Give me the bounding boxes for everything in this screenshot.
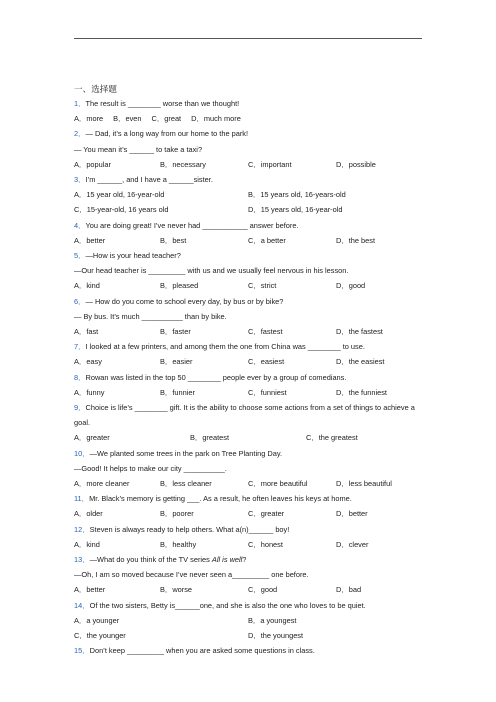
question-2-options (74, 157, 424, 172)
question-text: Mr. Black’s memory is getting ___. As a result, he often leaves his keys at home. (89, 494, 352, 504)
question-13-options (74, 582, 424, 597)
question-14-stem (74, 598, 424, 613)
question-text: —We planted some trees in the park on Tree Planting Day. (89, 448, 283, 458)
question-text: Rowan was listed in the top 50 ________ people ever by a group of comedians. (85, 372, 347, 382)
option-a[interactable]: A．older (74, 509, 103, 519)
question-text: Steven is always ready to help others. What a(n)______ boy! (89, 524, 290, 534)
option-d[interactable]: D．less beautiful (336, 478, 392, 488)
question-number: 15． (74, 646, 90, 656)
question-9-options (74, 430, 424, 445)
question-10-options (74, 476, 424, 491)
option-a[interactable]: A．kind (74, 281, 100, 291)
question-14-options-row-2 (74, 628, 424, 643)
option-c[interactable]: C．a better (248, 235, 286, 245)
question-number: 12． (74, 524, 90, 534)
option-b[interactable]: B．15 years old, 16-years-old (248, 190, 346, 200)
question-number: 6． (74, 296, 86, 306)
option-b[interactable]: B．best (160, 235, 187, 245)
question-text: Choice is life’s ________ gift. It is the ability to choose some actions from a set of things to achieve a goal. (74, 402, 415, 428)
question-10-stem (74, 446, 424, 461)
question-6-options (74, 324, 424, 339)
question-number: 14． (74, 600, 90, 610)
header-rule (74, 38, 422, 39)
option-d[interactable]: D．good (336, 281, 366, 291)
option-d[interactable]: D．bad (336, 585, 362, 595)
question-number: 1． (74, 99, 86, 108)
question-5-stem-2: —Our head teacher is _________ with us and we usually feel nervous in his lesson. (74, 266, 349, 276)
question-2-stem (74, 126, 424, 141)
option-b[interactable]: B．a youngest (248, 615, 297, 625)
question-number: 10． (74, 448, 90, 458)
option-b[interactable]: B．even (113, 114, 142, 124)
question-number: 3． (74, 175, 86, 184)
question-4-stem (74, 218, 424, 233)
question-14-options-row-1 (74, 613, 424, 628)
option-a[interactable]: A．easy (74, 357, 102, 367)
option-c[interactable]: C．the greatest (306, 433, 358, 443)
question-number: 11． (74, 494, 90, 504)
question-number: 5． (74, 250, 86, 260)
question-text: Don’t keep _________ when you are asked some questions in class. (89, 646, 315, 656)
question-number: 9． (74, 402, 86, 412)
question-12-stem (74, 522, 424, 537)
option-d[interactable]: D．better (336, 509, 368, 519)
option-d[interactable]: D．the fastest (336, 326, 383, 336)
option-b[interactable]: B．funnier (160, 387, 195, 397)
question-number: 2． (74, 129, 86, 139)
option-d[interactable]: D．the youngest (248, 630, 304, 640)
option-a[interactable]: A．better (74, 585, 106, 595)
question-5-stem (74, 248, 424, 263)
question-4-options (74, 233, 424, 248)
option-b[interactable]: B．pleased (160, 281, 199, 291)
question-text: Of the two sisters, Betty is______one, and she is also the one who loves to be quiet. (89, 600, 366, 610)
question-text: —What do you think of the TV series (89, 554, 212, 564)
option-b[interactable]: B．necessary (160, 159, 207, 169)
question-8-options (74, 385, 424, 400)
question-12-options (74, 537, 424, 552)
option-c[interactable]: C．honest (248, 539, 283, 549)
question-3-options-row-2 (74, 202, 424, 217)
question-2-stem-2: — You mean it’s ______ to take a taxi? (74, 144, 203, 154)
question-text: You are doing great! I’ve never had ___________ answer before. (85, 220, 299, 230)
option-c[interactable]: C．strict (248, 281, 277, 291)
option-c[interactable]: C．more beautiful (248, 478, 308, 488)
question-text: — Dad, it’s a long way from our home to the park! (85, 129, 249, 139)
question-number: 8． (74, 372, 86, 382)
option-b[interactable]: B．healthy (160, 539, 197, 549)
option-b[interactable]: B．less cleaner (160, 478, 212, 488)
option-b[interactable]: B．easier (160, 357, 193, 367)
question-7-options (74, 354, 424, 369)
option-a[interactable]: A．funny (74, 387, 105, 397)
question-6-stem (74, 294, 424, 309)
option-c[interactable]: C．great (151, 114, 182, 124)
option-c[interactable]: C．easiest (248, 357, 285, 367)
question-text: I looked at a few printers, and among them the one from China was ________ to use. (85, 342, 365, 352)
option-d[interactable]: D．possible (336, 159, 376, 169)
question-6-stem-2: — By bus. It’s much __________ than by bike. (74, 311, 227, 321)
option-c[interactable]: C．greater (248, 509, 285, 519)
option-c[interactable]: C．15-year-old, 16 years old (74, 205, 169, 215)
option-a[interactable]: A．a younger (74, 615, 120, 625)
question-text: — How do you come to school every day, by bus or by bike? (85, 296, 284, 306)
option-d[interactable]: D．15 years old, 16-year-old (248, 205, 343, 215)
question-number: 13． (74, 554, 90, 564)
option-b[interactable]: B．poorer (160, 509, 194, 519)
question-11-options (74, 506, 424, 521)
option-a[interactable]: A．more (74, 114, 104, 124)
question-3-stem (74, 172, 424, 187)
question-7-stem (74, 339, 424, 354)
option-b[interactable]: B．faster (160, 326, 191, 336)
question-11-stem (74, 491, 424, 506)
option-c[interactable]: C．funniest (248, 387, 287, 397)
question-number: 7． (74, 342, 86, 352)
question-text: —How is your head teacher? (85, 250, 181, 260)
option-a[interactable]: A．fast (74, 326, 99, 336)
question-number: 4． (74, 220, 86, 230)
option-d[interactable]: D．the easiest (336, 357, 385, 367)
question-text: The result is ________ worse than we thought! (85, 99, 240, 108)
option-d[interactable]: D．much more (191, 114, 241, 124)
tv-series-title: All is well (211, 554, 243, 564)
option-d[interactable]: D．clever (336, 539, 369, 549)
option-a[interactable]: A．kind (74, 539, 100, 549)
question-10-stem-2: —Good! It helps to make our city __________. (74, 463, 227, 473)
section-title: 一、选择题 (74, 84, 117, 94)
option-a[interactable]: A．15 year old, 16-year-old (74, 190, 165, 200)
question-1-options (74, 111, 424, 126)
option-a[interactable]: A．greater (74, 433, 110, 443)
option-d[interactable]: D．the best (336, 235, 376, 245)
option-c[interactable]: C．important (248, 159, 292, 169)
question-1-stem (74, 96, 424, 111)
option-c[interactable]: C．fastest (248, 326, 283, 336)
option-d[interactable]: D．the funniest (336, 387, 387, 397)
question-13-stem-2: —Oh, I am so moved because I’ve never seen a_________ one before. (74, 570, 309, 580)
option-b[interactable]: B．greatest (190, 433, 230, 443)
question-text-end: ? (242, 554, 247, 564)
question-9-stem (74, 400, 424, 430)
option-a[interactable]: A．popular (74, 159, 111, 169)
question-5-options (74, 278, 424, 293)
question-13-stem (74, 552, 424, 567)
option-c[interactable]: C．the younger (74, 630, 126, 640)
question-3-options-row-1 (74, 187, 424, 202)
question-8-stem (74, 370, 424, 385)
option-a[interactable]: A．better (74, 235, 106, 245)
question-15-stem (74, 643, 424, 658)
option-b[interactable]: B．worse (160, 585, 193, 595)
question-text: I’m ______, and I have a ______sister. (85, 175, 213, 184)
question-list (74, 82, 424, 658)
option-c[interactable]: C．good (248, 585, 278, 595)
option-a[interactable]: A．more cleaner (74, 478, 130, 488)
